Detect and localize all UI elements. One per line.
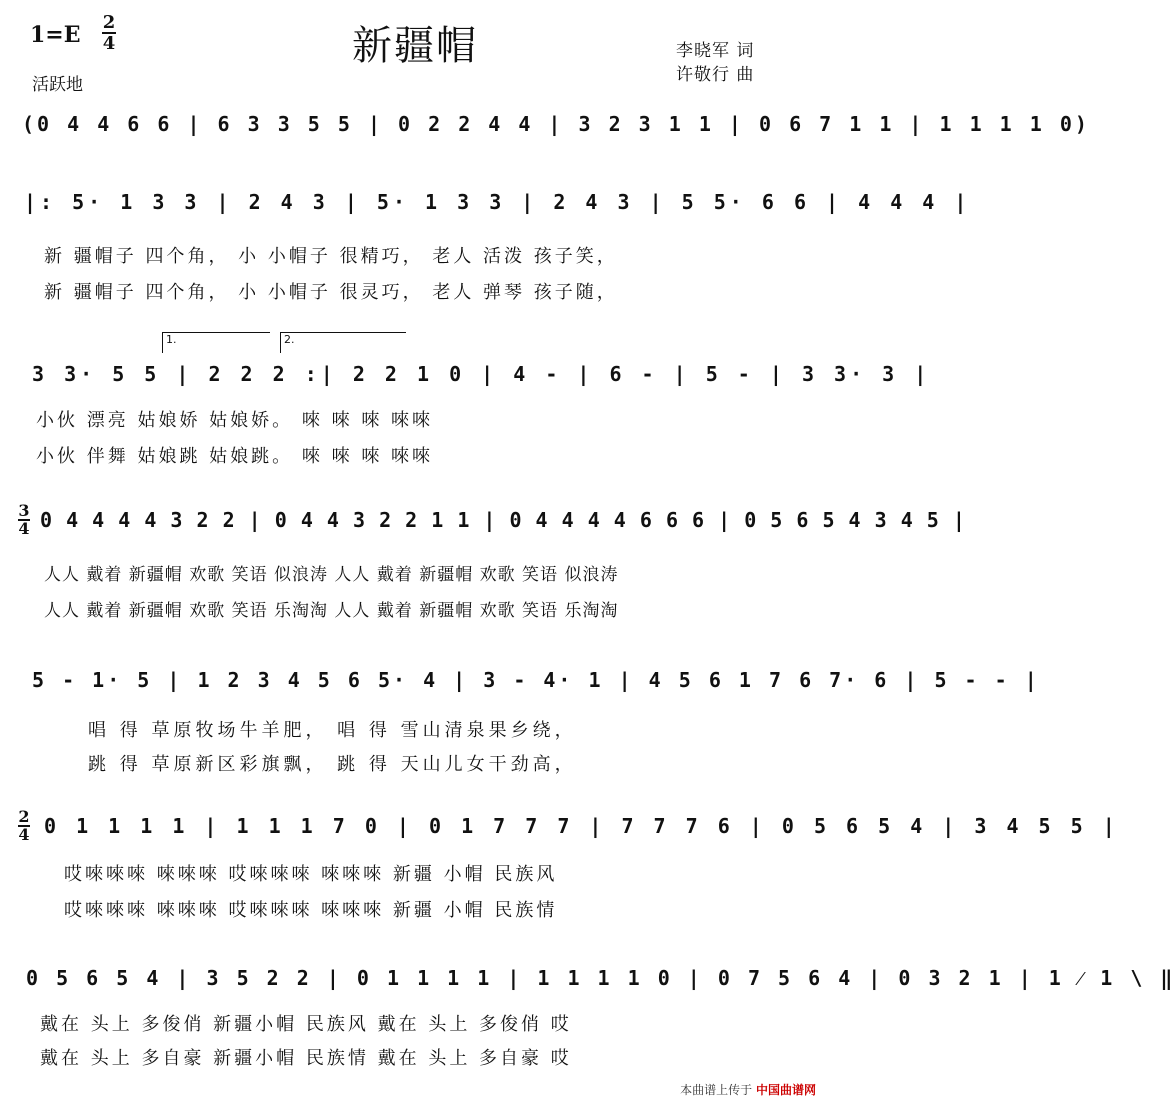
notes-text: (0 4 4 6 6 | 6 3 3 5 5 | 0 2 2 4 4 | 3 2 3 1 1 | 0 6 7 1 1 | 1 1 1 1 0) [22, 112, 1090, 136]
meter-denominator: 4 [102, 33, 116, 54]
lyric-verse-1: 唱 得 草原牧场牛羊肥， 唱 得 雪山清泉果乡绕， [88, 720, 577, 741]
notation-line [0, 958, 1175, 998]
key-signature: 1=E [30, 22, 81, 48]
notes-text: |: 5· 1 3 3 | 2 4 3 | 5· 1 3 3 | 2 4 3 | 5 5· 6 6 | 4 4 4 | [24, 190, 971, 214]
notes-text: 3 3· 5 5 | 2 2 2 :| 2 2 1 0 | 4 - | 6 - | 5 - | 3 3· 3 | [32, 362, 931, 386]
lyricist-credit: 李晓军 词 [676, 41, 755, 61]
lyric-verse-2: 人人 戴着 新疆帽 欢歌 笑语 乐淘淘 人人 戴着 新疆帽 欢歌 笑语 乐淘淘 [44, 601, 619, 621]
volta-first-ending: 1. [162, 332, 270, 353]
notation-line [0, 500, 966, 540]
lyric-verse-1: 人人 戴着 新疆帽 欢歌 笑语 似浪涛 人人 戴着 新疆帽 欢歌 笑语 似浪涛 [44, 565, 619, 585]
notation-line [0, 354, 931, 394]
lyric-verse-2: 小伙 伴舞 姑娘跳 姑娘跳。 唻 唻 唻 唻唻 [36, 446, 434, 467]
lyric-verse-1: 小伙 漂亮 姑娘娇 姑娘娇。 唻 唻 唻 唻唻 [36, 410, 434, 431]
notation-line [0, 104, 1090, 144]
notes-text: 5 - 1· 5 | 1 2 3 4 5 6 5· 4 | 3 - 4· 1 | 4 5 6 1 7 6 7· 6 | 5 - - | [32, 668, 1040, 692]
notes-text: 0 1 1 1 1 | 1 1 1 7 0 | 0 1 7 7 7 | 7 7 7 6 | 0 5 6 5 4 | 3 4 5 5 | [44, 814, 1119, 838]
notation-line [0, 660, 1040, 700]
tempo-marking: 活跃地 [32, 75, 83, 95]
lyric-verse-2: 哎唻唻唻 唻唻唻 哎唻唻唻 唻唻唻 新疆 小帽 民族情 [64, 900, 558, 921]
song-title: 新疆帽 [352, 23, 478, 69]
notation-line [0, 182, 971, 222]
meter-numerator: 2 [102, 12, 116, 33]
lyric-verse-1: 新 疆帽子 四个角， 小 小帽子 很精巧， 老人 活泼 孩子笑， [44, 246, 618, 267]
time-signature-change: 2 4 [18, 807, 30, 844]
lyric-verse-1: 戴在 头上 多俊俏 新疆小帽 民族风 戴在 头上 多俊俏 哎 [40, 1014, 572, 1035]
lyric-verse-1: 哎唻唻唻 唻唻唻 哎唻唻唻 唻唻唻 新疆 小帽 民族风 [64, 864, 558, 885]
time-signature-change: 3 4 [18, 501, 30, 538]
notes-text: 0 5 6 5 4 | 3 5 2 2 | 0 1 1 1 1 | 1 1 1 1 0 | 0 7 5 6 4 | 0 3 2 1 | 1 ⁄ 1 \ ‖ [26, 966, 1175, 990]
lyric-verse-2: 跳 得 草原新区彩旗飘， 跳 得 天山儿女干劲高， [88, 754, 577, 775]
watermark-site: 中国曲谱网 [755, 1083, 816, 1097]
volta-second-ending: 2. [280, 332, 406, 353]
composer-credit: 许敬行 曲 [676, 65, 755, 85]
notes-text: 0 4 4 4 4 3 2 2 | 0 4 4 3 2 2 1 1 | 0 4 4 4 4 6 6 6 | 0 5 6 5 4 3 4 5 | [40, 508, 966, 532]
source-watermark [680, 1081, 816, 1098]
watermark-text: 本曲谱上传于 [680, 1083, 753, 1097]
lyric-verse-2: 新 疆帽子 四个角， 小 小帽子 很灵巧， 老人 弹琴 孩子随， [44, 282, 618, 303]
lyric-verse-2: 戴在 头上 多自豪 新疆小帽 民族情 戴在 头上 多自豪 哎 [40, 1048, 572, 1069]
notation-line [0, 806, 1119, 846]
